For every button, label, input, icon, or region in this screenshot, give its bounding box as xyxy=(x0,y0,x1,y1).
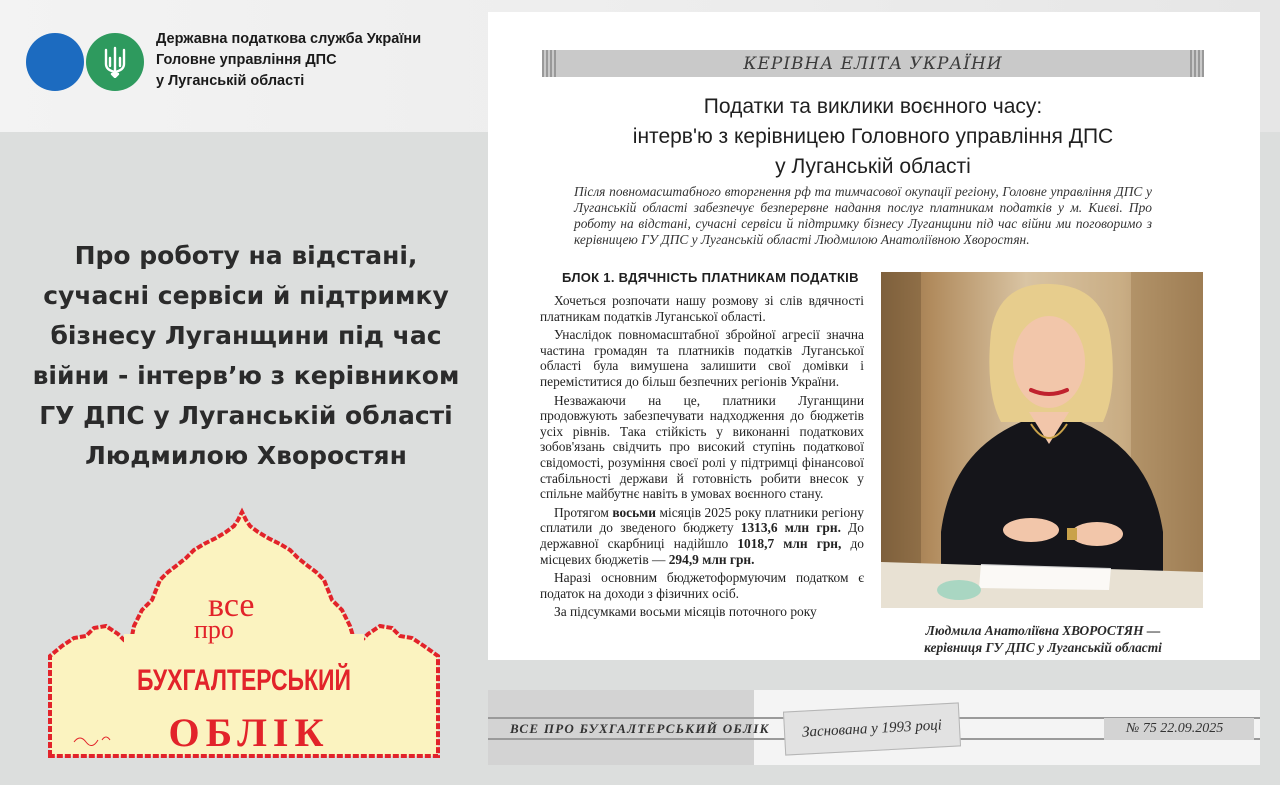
logo-word: БУХГАЛТЕРСЬКИЙ xyxy=(137,664,417,697)
headline-line: сучасні сервіси й підтримку xyxy=(43,281,449,310)
text-run: До державної скарбниці надійшло xyxy=(540,520,864,551)
headline-line: Людмилою Хворостян xyxy=(85,441,407,470)
newspaper-logo xyxy=(44,506,446,768)
interview-headline xyxy=(18,236,474,476)
article-lead: Після повномасштабного вторгнення рф та тимчасової окупації регіону, Головне управління ДПС у Луганській області забезпечує безперервне надання послуг платникам податків у м. Києві. Про роботу на відстані, сучасні сервіси й підтримку бізнесу Луганщини під час війни ми поговоримо з керівницею ГУ ДПС у Луганській області Людмилою Анатоліївною Хворостян. xyxy=(574,184,1152,247)
article-page xyxy=(488,12,1260,660)
title-line: Податки та виклики воєнного часу: xyxy=(703,95,1043,118)
trident-icon xyxy=(102,46,128,78)
headline-line: бізнесу Луганщини під час xyxy=(50,321,442,350)
text-run: 1018,7 млн грн, xyxy=(737,535,842,551)
org-line: Головне управління ДПС xyxy=(156,52,337,68)
tax-service-logo xyxy=(26,33,84,91)
rubric-text: КЕРІВНА ЕЛІТА УКРАЇНИ xyxy=(743,53,1003,74)
paragraph: Унаслідок повномасштабної збройної агресії значна частина громадян та платників податків Луганської області була вимушена залишити свої домівки і переміститися до більш безпечних регіонів України. xyxy=(540,327,864,389)
newspaper-name: ВСЕ ПРО БУХГАЛТЕРСЬКИЙ ОБЛІК xyxy=(510,721,770,736)
portrait-illustration xyxy=(881,272,1203,608)
trident-logo xyxy=(86,33,144,91)
text-run: Протягом xyxy=(554,504,613,520)
rubric-ornament xyxy=(1190,50,1204,77)
paragraph xyxy=(540,505,864,567)
text-run: 294,9 млн грн. xyxy=(668,551,755,567)
headline-line: Про роботу на відстані, xyxy=(74,241,418,270)
founded-text: Заснована у 1993 році xyxy=(801,716,943,741)
caption-line: Людмила Анатоліївна ХВОРОСТЯН — xyxy=(925,623,1161,638)
text-run: місяців 2025 року платники регіону сплатили до зведеного бюджету xyxy=(540,504,864,536)
headline-line: ГУ ДПС у Луганській області xyxy=(39,401,453,430)
block-title: БЛОК 1. ВДЯЧНІСТЬ ПЛАТНИКАМ ПОДАТКІВ xyxy=(562,270,859,285)
photo-caption xyxy=(888,622,1198,656)
org-line: Державна податкова служба України xyxy=(156,31,422,47)
logo-word: ОБЛІК xyxy=(168,710,330,755)
logo-word: все xyxy=(208,587,255,624)
paragraph: Наразі основним бюджетоформуючим податком є податок на доходи з фізичних осіб. xyxy=(540,570,864,601)
rubric-ornament xyxy=(542,50,556,77)
article-title xyxy=(542,92,1204,182)
title-line: у Луганській області xyxy=(775,155,971,178)
headline-line: війни - інтерв’ю з керівником xyxy=(32,361,460,390)
issue-info: № 75 22.09.2025 xyxy=(1104,718,1254,740)
org-line: у Луганській області xyxy=(156,73,305,89)
text-run: до місцевих бюджетів — xyxy=(540,535,864,567)
rubric-bar xyxy=(542,50,1204,77)
organization-name xyxy=(156,29,421,92)
paragraph: Незважаючи на це, платники Луганщини продовжують забезпечувати надходження до бюджетів усіх рівнів. Така стійкість у виконанні податкових зобов'язань свідчить про високий ступінь податкової свідомості, розуміння своєї ролі у підтримці фінансової стабільності держави й готовність робити внесок у спільне майбутнє навіть в умовах воєнного стану. xyxy=(540,392,864,502)
caption-line: керівниця ГУ ДПС у Луганській області xyxy=(924,640,1162,655)
portrait-photo xyxy=(881,272,1203,608)
title-line: інтерв'ю з керівницею Головного управління ДПС xyxy=(632,125,1114,148)
text-run: восьми xyxy=(612,504,657,520)
logo-word: про xyxy=(194,615,234,644)
article-body xyxy=(540,293,864,623)
paragraph: Хочеться розпочати нашу розмову зі слів вдячності платникам податків Луганської області. xyxy=(540,293,864,324)
newspaper-footer xyxy=(488,690,1260,765)
paragraph: За підсумками восьми місяців поточного року xyxy=(554,604,817,620)
founded-ribbon xyxy=(783,702,961,755)
text-run: 1313,6 млн грн. xyxy=(740,520,841,536)
